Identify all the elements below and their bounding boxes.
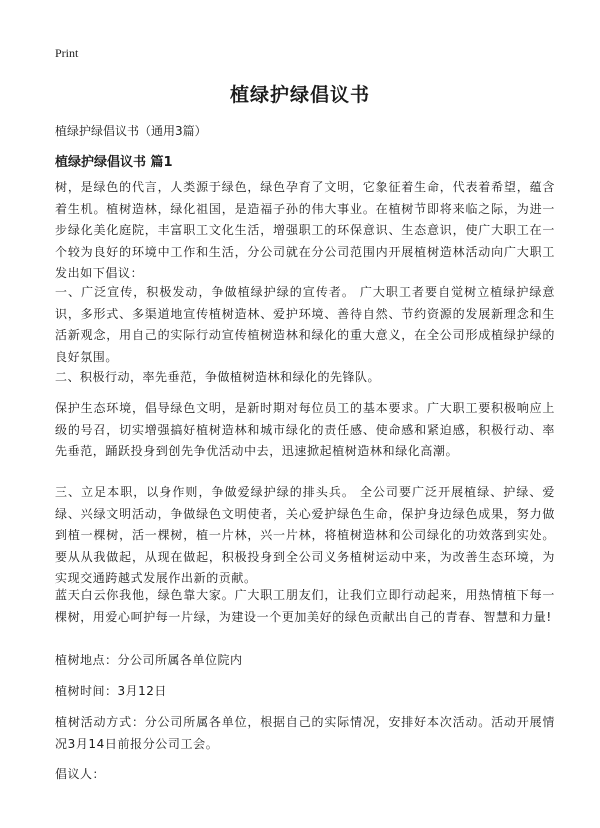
paragraph-point-2-body: 保护生态环境，倡导绿色文明，是新时期对每位员工的基本要求。广大职工要积极响应上级的号召，切实增强搞好植树造林和城市绿化的责任感、使命感和紧迫感，积极行动、率先垂范，踊跃投身到创先争优活动中去，迅速掀起植树造林和绿化高潮。: [55, 401, 555, 458]
document-subtitle: 植绿护绿倡议书（通用3篇）: [55, 124, 207, 138]
initiator-label: 倡议人：: [55, 767, 106, 781]
section-heading: 植绿护绿倡议书 篇1: [55, 155, 173, 170]
paragraph-intro: 树，是绿色的代言，人类源于绿色，绿色孕育了文明，它象征着生命，代表着希望，蕴含着生机。植树造林，绿化祖国，是造福子孙的伟大事业。在植树节即将来临之际，为进一步绿化美化庭院，丰富职工文化生活，增强职工的环保意识、生态意识，使广大职工在一个较为良好的环境中工作和生活，分公司就在分公司范围内开展植树造林活动向广大职工发出如下倡议：: [55, 180, 555, 280]
paragraph-point-2-heading: 二、积极行动，率先垂范，争做植树造林和绿化的先锋队。: [55, 370, 381, 384]
page-title: 植绿护绿倡议书: [229, 84, 370, 106]
activity-method: 植树活动方式：分公司所属各单位，根据自己的实际情况，安排好本次活动。活动开展情况3月14日前报分公司工会。: [55, 715, 555, 751]
planting-time: 植树时间：3月12日: [55, 684, 167, 698]
paragraph-point-3: 三、立足本职，以身作则，争做爱绿护绿的排头兵。 全公司要广泛开展植绿、护绿、爱绿、兴绿文明活动，争做绿色文明使者，关心爱护绿色生命，保护身边绿色成果，努力做到植一棵树，活一棵树，植一片林，兴一片林，将植树造林和公司绿化的功效落到实处。要从从我做起，从现在做起，积极投身到全公司义务植树运动中来，为改善生态环境，为实现交通跨越式发展作出新的贡献。: [55, 485, 555, 585]
print-link[interactable]: Print: [55, 46, 79, 60]
planting-location: 植树地点：分公司所属各单位院内: [55, 653, 243, 667]
paragraph-point-1: 一、广泛宣传，积极发动，争做植绿护绿的宣传者。 广大职工者要自觉树立植绿护绿意识，多形式、多渠道地宣传植树造林、爱护环境、善待自然、节约资源的发展新理念和生活新观念，用自己的实际行动宣传植树造林和绿化的重大意义，在全公司形成植绿护绿的良好氛围。: [55, 285, 555, 364]
paragraph-call-to-action: 蓝天白云你我他，绿色靠大家。广大职工朋友们，让我们立即行动起来，用热情植下每一棵树，用爱心呵护每一片绿，为建设一个更加美好的绿色贡献出自己的青春、智慧和力量!: [55, 588, 555, 624]
